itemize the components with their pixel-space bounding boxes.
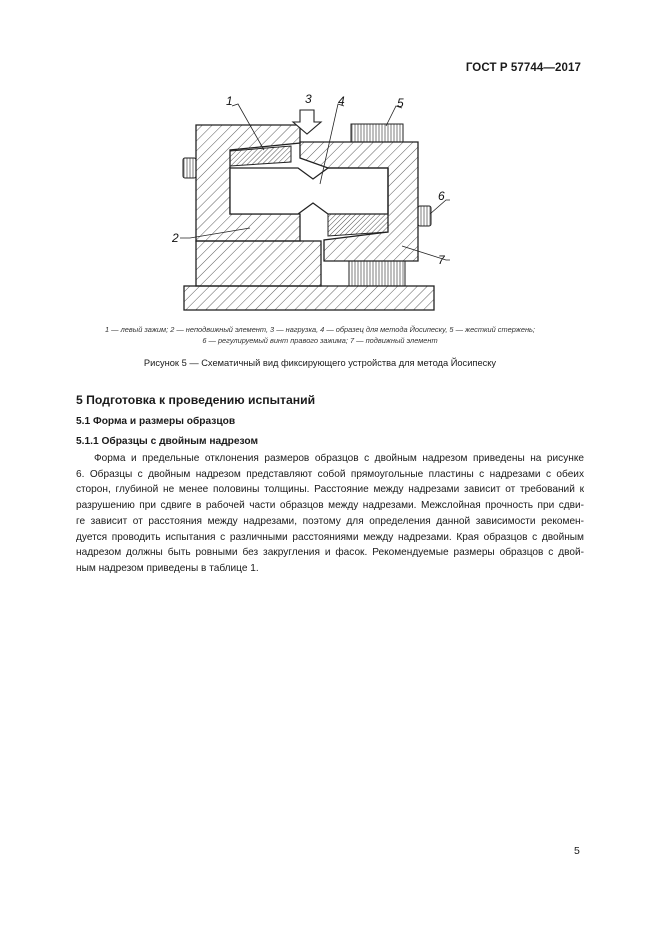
rigid-rod-bottom bbox=[349, 261, 405, 286]
paragraph-line: ным надрезом приведены в таблице 1. bbox=[76, 562, 259, 574]
subsection-heading: 5.1 Форма и размеры образцов bbox=[76, 416, 236, 427]
paragraph-line: дуется проводить испытания с различными расстояниями между надрезами. Края образцов с двойным bbox=[76, 531, 584, 543]
section-heading: 5 Подготовка к проведению испытаний bbox=[76, 393, 316, 407]
callout-6: 6 bbox=[438, 189, 445, 203]
callout-2: 2 bbox=[172, 231, 179, 245]
base-plate bbox=[184, 286, 434, 310]
paragraph-line: Форма и предельные отклонения размеров образцов с двойным надрезом приведены на рисунке bbox=[94, 453, 584, 464]
figure-legend bbox=[60, 324, 580, 346]
callout-5: 5 bbox=[397, 96, 404, 110]
body-paragraph bbox=[76, 451, 584, 577]
paragraph-line: 6. Образцы с двойным надрезом представляют собой прямоугольные пластины с надрезами с обеих bbox=[76, 468, 584, 480]
fixture-diagram bbox=[150, 88, 450, 320]
fixed-element bbox=[196, 241, 321, 286]
callout-1: 1 bbox=[226, 94, 233, 108]
document-code-header: ГОСТ Р 57744—2017 bbox=[465, 62, 581, 74]
legend-line: 1 — левый зажим; 2 — неподвижный элемент, 3 — нагрузка, 4 — образец для метода Йосипеску, 5 — жесткий стержень; bbox=[105, 325, 535, 334]
page-number: 5 bbox=[574, 845, 580, 857]
rigid-rod-top bbox=[351, 124, 403, 142]
subsubsection-heading: 5.1.1 Образцы с двойным надрезом bbox=[76, 436, 258, 447]
paragraph-line: ге зависит от расстояния между надрезами, поэтому для определения данной зависимости рекомен- bbox=[76, 515, 584, 527]
legend-line: 6 — регулируемый винт правого зажима; 7 — подвижный элемент bbox=[202, 336, 438, 345]
callout-7: 7 bbox=[438, 253, 445, 267]
figure-caption: Рисунок 5 — Схематичный вид фиксирующего устройства для метода Йосипеску bbox=[143, 358, 497, 368]
specimen bbox=[230, 168, 388, 214]
paragraph-line: надрезом должны быть ровными без закругления и фасок. Рекомендуемые размеры образцов с двой- bbox=[76, 547, 584, 559]
paragraph-line: разрушению при сдвиге в рабочей части образцов между надрезами. Межслойная прочность при сдви- bbox=[76, 500, 584, 512]
right-screw bbox=[418, 206, 431, 226]
left-knob bbox=[183, 158, 196, 178]
right-wedge bbox=[328, 214, 388, 236]
paragraph-line: сторон, глубиной не менее половины толщины. Расстояние между надрезами зависит от требований к bbox=[76, 484, 584, 496]
callout-4: 4 bbox=[338, 94, 345, 108]
callout-3: 3 bbox=[305, 92, 312, 106]
